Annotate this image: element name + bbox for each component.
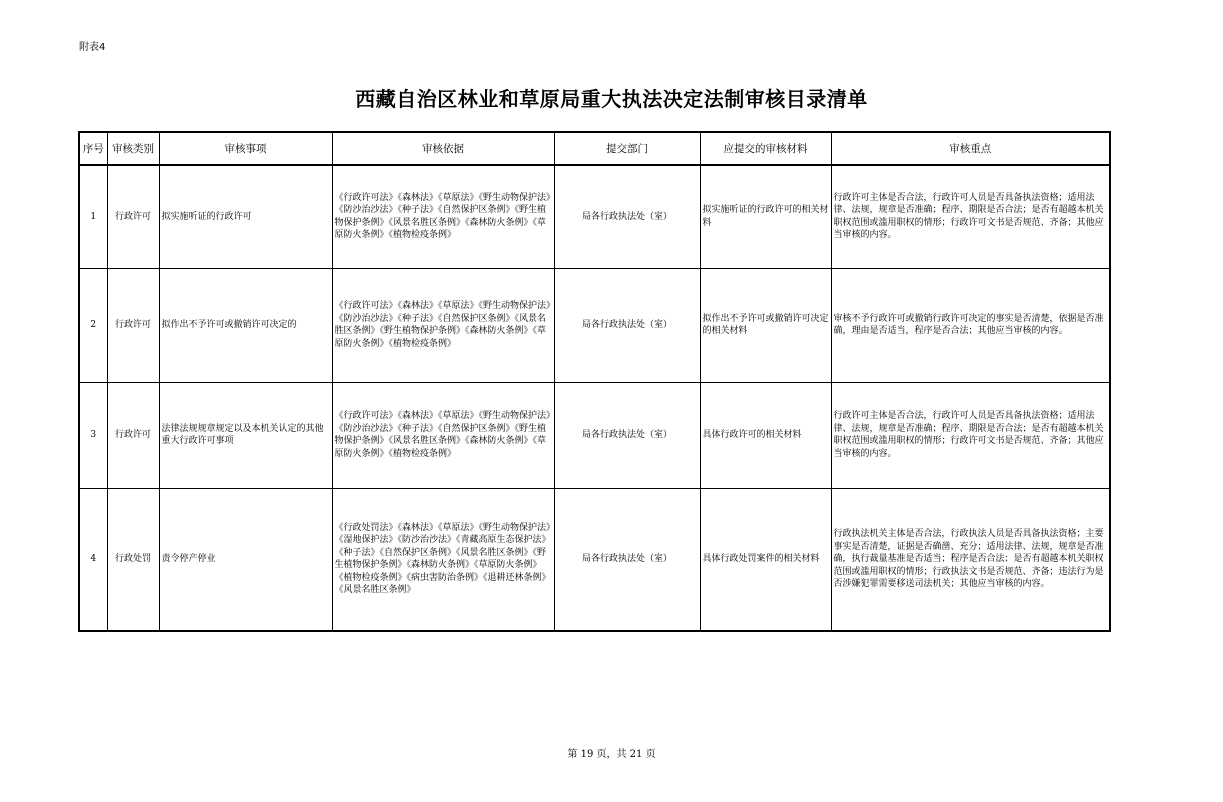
review-category: 行政许可 (107, 382, 159, 488)
review-basis: 《行政许可法》《森林法》《草原法》《野生动物保护法》《防沙治沙法》《种子法》《自然保护区条例》《风景名胜区条例》《野生植物保护条例》《森林防火条例》《草原防火条例》《植物检疫条例》 (332, 268, 554, 382)
review-focus: 行政许可主体是否合法，行政许可人员是否具备执法资格；适用法律、法规，规章是否准确；程序、期限是否合法；是否有超越本机关职权范围或滥用职权的情形；行政许可文书是否规范、齐备；其他应当审核的内容。 (831, 165, 1110, 268)
table-row (79, 165, 1110, 268)
review-basis: 《行政处罚法》《森林法》《草原法》《野生动物保护法》《湿地保护法》《防沙治沙法》《青藏高原生态保护法》《种子法》《自然保护区条例》《风景名胜区条例》《野生植物保护条例》《森林防火条例》《草原防火条例》《植物检疫条例》《病虫害防治条例》《退耕还林条例》《风景名胜区条例》 (332, 488, 554, 631)
row-number: 4 (79, 488, 107, 631)
header-item: 审核事项 (159, 132, 332, 165)
required-materials: 具体行政处罚案件的相关材料 (700, 488, 831, 631)
review-item: 法律法规规章规定以及本机关认定的其他重大行政许可事项 (159, 382, 332, 488)
review-basis: 《行政许可法》《森林法》《草原法》《野生动物保护法》《防沙治沙法》《种子法》《自然保护区条例》《野生植物保护条例》《风景名胜区条例》《森林防火条例》《草原防火条例》《植物检疫条例》 (332, 382, 554, 488)
page-title: 西藏自治区林业和草原局重大执法决定法制审核目录清单 (355, 87, 868, 111)
review-item: 拟实施听证的行政许可 (159, 165, 332, 268)
review-category: 行政许可 (107, 268, 159, 382)
header-dept: 提交部门 (554, 132, 700, 165)
review-item: 责令停产停业 (159, 488, 332, 631)
review-focus: 行政许可主体是否合法，行政许可人员是否具备执法资格；适用法律、法规，规章是否准确；程序、期限是否合法；是否有超越本机关职权范围或滥用职权的情形；行政许可文书是否规范、齐备；其他应当审核的内容。 (831, 382, 1110, 488)
required-materials: 拟实施听证的行政许可的相关材料 (700, 165, 831, 268)
review-category: 行政处罚 (107, 488, 159, 631)
row-number: 3 (79, 382, 107, 488)
submitting-department: 局各行政执法处（室） (554, 382, 700, 488)
review-item: 拟作出不予许可或撤销许可决定的 (159, 268, 332, 382)
header-basis: 审核依据 (332, 132, 554, 165)
table-header-row (79, 132, 1110, 165)
header-materials: 应提交的审核材料 (700, 132, 831, 165)
review-focus: 行政执法机关主体是否合法，行政执法人员是否具备执法资格；主要事实是否清楚，证据是否确凿、充分；适用法律、法规，规章是否准确，执行裁量基准是否适当；程序是否合法；是否有超越本机关职权范围或滥用职权的情形；行政执法文书是否规范、齐备；违法行为是否涉嫌犯罪需要移送司法机关；其他应当审核的内容。 (831, 488, 1110, 631)
review-basis: 《行政许可法》《森林法》《草原法》《野生动物保护法》《防沙治沙法》《种子法》《自然保护区条例》《野生植物保护条例》《风景名胜区条例》《森林防火条例》《草原防火条例》《植物检疫条例》 (332, 165, 554, 268)
submitting-department: 局各行政执法处（室） (554, 268, 700, 382)
submitting-department: 局各行政执法处（室） (554, 488, 700, 631)
row-number: 1 (79, 165, 107, 268)
header-category: 审核类别 (107, 132, 159, 165)
review-focus: 审核不予行政许可或撤销行政许可决定的事实是否清楚，依据是否准确，理由是否适当，程序是否合法；其他应当审核的内容。 (831, 268, 1110, 382)
review-category: 行政许可 (107, 165, 159, 268)
row-number: 2 (79, 268, 107, 382)
header-focus: 审核重点 (831, 132, 1110, 165)
required-materials: 拟作出不予许可或撤销许可决定的相关材料 (700, 268, 831, 382)
table-row (79, 268, 1110, 382)
attachment-label: 附表4 (79, 42, 106, 53)
review-catalog-table (78, 131, 1111, 632)
table-row (79, 382, 1110, 488)
required-materials: 具体行政许可的相关材料 (700, 382, 831, 488)
table-row (79, 488, 1110, 631)
header-num: 序号 (79, 132, 107, 165)
page-number-footer: 第 19 页，共 21 页 (567, 749, 656, 760)
submitting-department: 局各行政执法处（室） (554, 165, 700, 268)
